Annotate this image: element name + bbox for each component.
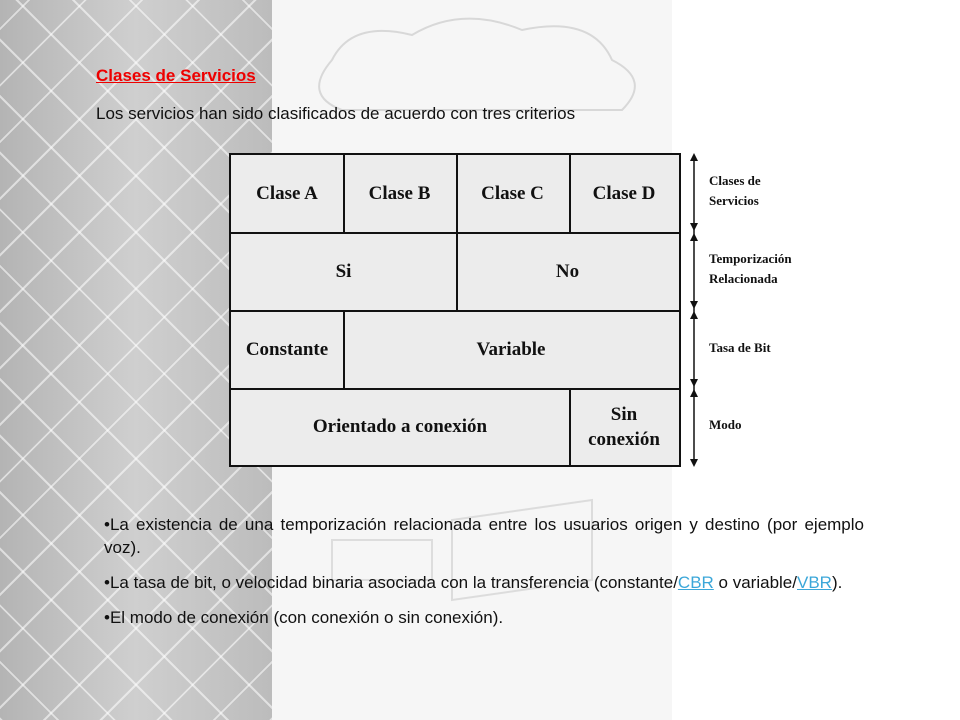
cbr-link[interactable]: CBR [677,572,714,592]
divider [456,155,458,233]
label-temp-line2: Relacionada [709,271,778,287]
cell-clase-c: Clase C [481,182,544,204]
sin-conexion-line1: Sin [610,403,638,425]
service-classes-table [229,153,681,467]
bullet-temporizacion: •La existencia de una temporización relacionada entre los usuarios origen y destino (por ejemplo voz). [104,515,864,557]
label-clases-line1: Clases de [709,173,761,188]
divider [569,155,571,233]
page-subtitle: Los servicios han sido clasificados de acuerdo con tres criterios [96,104,576,123]
divider [343,155,345,233]
cell-clase-a: Clase A [256,182,318,204]
cell-clase-b: Clase B [368,182,431,204]
label-temporizacion [709,249,792,289]
sin-conexion-line2: conexión [588,428,660,450]
vbr-link[interactable]: VBR [797,572,832,592]
divider [569,389,571,467]
bullet-tasa-bit [104,572,864,595]
criteria-axis [687,153,887,467]
cell-no: No [555,261,580,283]
label-temp-line1: Temporización [709,251,792,266]
bullet-modo: •El modo de conexión (con conexión o sin conexión). [104,607,504,627]
label-clases-line2: Servicios [709,193,759,209]
divider [343,311,345,389]
cell-si: Si [335,261,352,283]
criteria-bullets [104,514,864,642]
bullet-tasa-text: •La tasa de bit, o velocidad binaria asociada con la transferencia (constante/ [104,572,678,592]
axis-arrows [687,153,701,467]
label-tasa-bit: Tasa de Bit [709,340,771,355]
divider [456,233,458,311]
label-modo: Modo [709,417,742,432]
bullet-tasa-end: ). [831,572,843,592]
cell-clase-d: Clase D [592,182,656,204]
label-clases-servicios [709,171,761,211]
cell-constante: Constante [245,339,329,361]
page-title: Clases de Servicios [96,66,256,85]
cell-orientado-conexion: Orientado a conexión [312,416,488,438]
cell-variable: Variable [476,339,546,361]
bullet-tasa-mid: o variable/ [713,572,797,592]
cell-sin-conexion [569,390,679,465]
